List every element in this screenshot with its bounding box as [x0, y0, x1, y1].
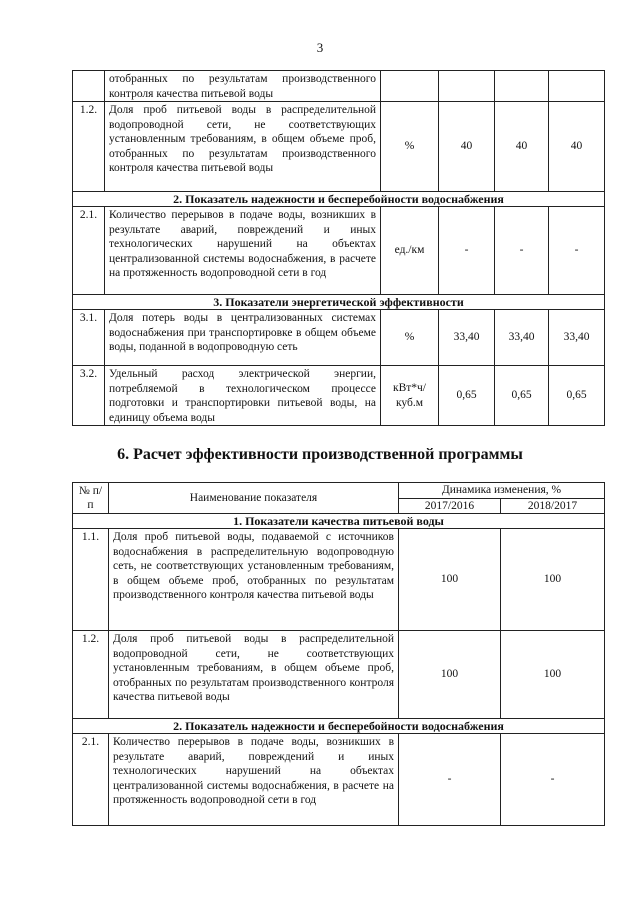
section-heading: 3. Показатели энергетической эффективности [73, 295, 605, 310]
value: - [399, 734, 501, 826]
page-number: 3 [316, 40, 324, 55]
indicator-name: Количество перерывов в подаче воды, возникших в результате аварий, повреждений и иных технологических нарушений на объектах централизованной системы водоснабжения, в расчете на протяженность водопроводной сети в год [109, 734, 399, 826]
value: - [549, 207, 605, 295]
value: 0,65 [549, 366, 605, 426]
section-row [73, 192, 605, 207]
section-heading: 2. Показатель надежности и бесперебойности водоснабжения [73, 192, 605, 207]
value: 40 [495, 102, 549, 192]
value: 100 [501, 631, 605, 719]
indicator-name: отобранных по результатам производственного контроля качества питьевой воды [105, 71, 381, 102]
value: 33,40 [549, 310, 605, 366]
efficiency-table [72, 482, 605, 826]
value: 33,40 [439, 310, 495, 366]
header-row [73, 483, 605, 499]
unit: ед./км [381, 207, 439, 295]
value: - [495, 207, 549, 295]
value: 100 [399, 631, 501, 719]
table-row [73, 529, 605, 631]
value: - [501, 734, 605, 826]
column-header-year: 2017/2016 [399, 498, 501, 514]
column-header-dynamics: Динамика изменения, % [399, 483, 605, 499]
indicator-name: Доля проб питьевой воды, подаваемой с источников водоснабжения в распределительную водопроводную сеть, не соответствующих установленным требованиям, в общем объеме проб, отобранных по результатам производственного контроля качества питьевой воды [109, 529, 399, 631]
row-number: 2.1. [73, 207, 105, 295]
row-number: 1.2. [73, 102, 105, 192]
indicator-name: Доля потерь воды в централизованных системах водоснабжения при транспортировке в общем объеме воды, поданной в водопроводную сеть [105, 310, 381, 366]
table-row [73, 207, 605, 295]
value: 0,65 [495, 366, 549, 426]
table-row [73, 366, 605, 426]
indicator-name: Удельный расход электрической энергии, потребляемой в технологическом процессе подготовки и транспортировки питьевой воды, на единицу объема воды [105, 366, 381, 426]
indicator-name: Доля проб питьевой воды в распределительной водопроводной сети, не соответствующих установленным требованиям, в общем объеме проб, отобранных по результатам производственного контроля качества питьевой воды [105, 102, 381, 192]
section-row [73, 514, 605, 529]
section-row [73, 295, 605, 310]
column-header-name: Наименование показателя [109, 483, 399, 514]
table-row [73, 71, 605, 102]
row-number: 3.2. [73, 366, 105, 426]
indicator-name: Количество перерывов в подаче воды, возникших в результате аварий, повреждений и иных технологических нарушений на объектах централизованной системы водоснабжения, в расчете на протяженность водопроводной сети в год [105, 207, 381, 295]
section-row [73, 719, 605, 734]
unit: кВт*ч/куб.м [381, 366, 439, 426]
indicators-table [72, 70, 605, 426]
section-title: 6. Расчет эффективности производственной программы [117, 446, 523, 463]
row-number: 1.2. [73, 631, 109, 719]
value: 40 [439, 102, 495, 192]
table-row [73, 631, 605, 719]
row-number: 2.1. [73, 734, 109, 826]
row-number [73, 71, 105, 102]
value: 33,40 [495, 310, 549, 366]
section-heading: 1. Показатели качества питьевой воды [73, 514, 605, 529]
row-number: 3.1. [73, 310, 105, 366]
value: 0,65 [439, 366, 495, 426]
row-number: 1.1. [73, 529, 109, 631]
value: 100 [399, 529, 501, 631]
value: - [439, 207, 495, 295]
table-row [73, 310, 605, 366]
unit: % [381, 102, 439, 192]
table-row [73, 734, 605, 826]
indicator-name: Доля проб питьевой воды в распределительной водопроводной сети, не соответствующих установленным требованиям, в общем объеме проб, отобранных по результатам производственного контроля качества питьевой воды [109, 631, 399, 719]
table-row [73, 102, 605, 192]
section-heading: 2. Показатель надежности и бесперебойности водоснабжения [73, 719, 605, 734]
column-header-number: № п/п [73, 483, 109, 514]
value: 100 [501, 529, 605, 631]
column-header-year: 2018/2017 [501, 498, 605, 514]
value: 40 [549, 102, 605, 192]
unit: % [381, 310, 439, 366]
